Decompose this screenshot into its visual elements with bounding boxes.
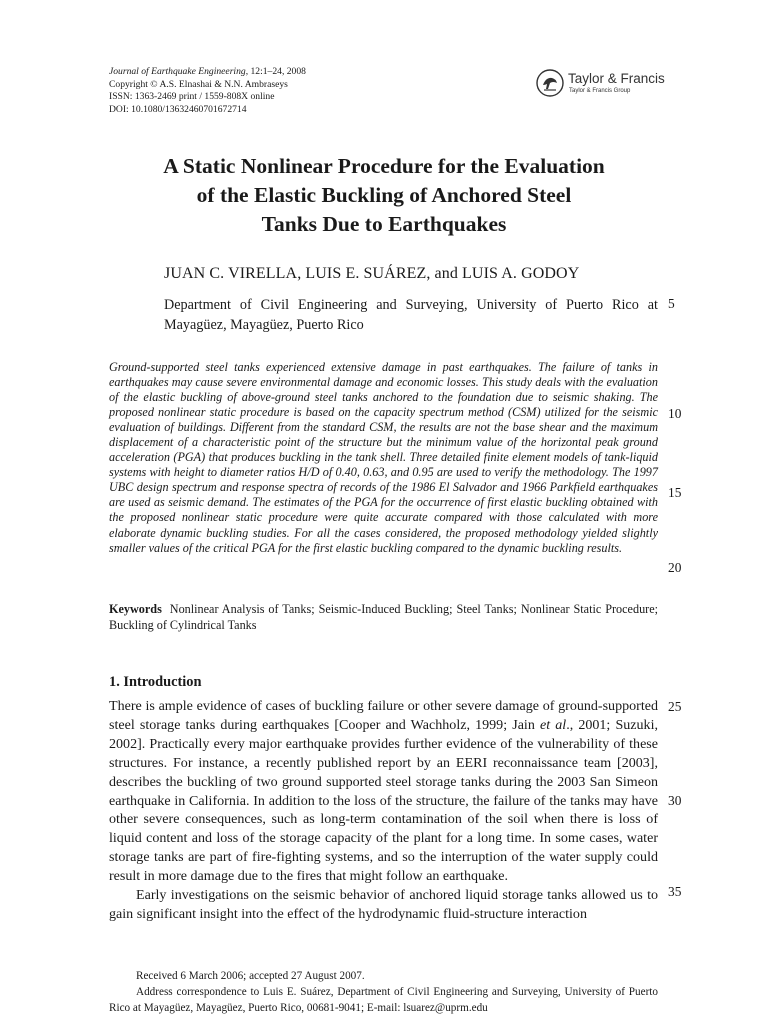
publisher-logo bbox=[535, 68, 665, 100]
copyright-line: Copyright © A.S. Elnashai & N.N. Ambraseys bbox=[109, 78, 288, 90]
intro-paragraph-1 bbox=[109, 697, 658, 886]
affiliation: Department of Civil Engineering and Surveying, University of Puerto Rico at Mayagüez, Mayagüez, Puerto Rico bbox=[164, 297, 658, 333]
article-title bbox=[100, 152, 668, 239]
intro-p1-etal: et al bbox=[539, 716, 567, 733]
issn-line: ISSN: 1363-2469 print / 1559-808X online bbox=[109, 91, 275, 103]
received-date: Received 6 March 2006; accepted 27 August 2007. bbox=[136, 970, 365, 982]
introduction-body bbox=[109, 697, 658, 924]
abstract: Ground-supported steel tanks experienced extensive damage in past earthquakes. The failure of tanks in earthquakes may cause severe environmental damage and economic losses. This study deals with the evaluation of the elastic buckling of above-ground steel tanks anchored to the foundation due to seismic shaking. The proposed nonlinear static procedure is based on the capacity spectrum method (CSM) utilized for the seismic evaluation of buildings. Different from the standard CSM, the results are not the base shear and the maximum displacement of a characteristic point of the structure but the minimum value of the horizontal peak ground acceleration (PGA) that produces buckling in the tank shell. Three detailed finite element models of tank-liquid systems with height to diameter ratios H/D of 0.40, 0.63, and 0.95 are used to verify the methodology. The 1997 UBC design spectrum and response spectra of records of the 1986 El Salvador and 1966 Parkfield earthquakes are used as seismic demand. The estimates of the PGA for the occurrence of first elastic buckling obtained with the proposed nonlinear static procedure were quite accurate compared with those calculated with more elaborate dynamic buckling studies. For all the cases considered, the proposed methodology yielded slightly smaller values of the critical PGA for the first elastic buckling compared to the dynamic buckling results. bbox=[109, 360, 658, 555]
publisher-group: Taylor & Francis Group bbox=[569, 88, 631, 94]
publisher-logo-icon bbox=[535, 68, 565, 98]
title-line-1: A Static Nonlinear Procedure for the Evaluation bbox=[163, 154, 605, 178]
journal-metadata bbox=[109, 66, 306, 116]
title-line-3: Tanks Due to Earthquakes bbox=[261, 212, 507, 236]
intro-p1-text-a: There is ample evidence of cases of buckling failure or other severe damage of ground-supported steel storage tanks during earthquakes [Cooper and Wachholz, 1999; Jain bbox=[109, 698, 658, 733]
line-number: 20 bbox=[668, 560, 682, 575]
intro-p1-text-b: ., 2001; Suzuki, 2002]. Practically every major earthquake provides further evidence of the vulnerability of these structures. For instance, a recently published report by an EERI reconnaissance team [2003], describes the buckling of two ground supported steel storage tanks during the 2003 San Simeon earthquake in California. In addition to the loss of the structure, the failure of the tanks may have other severe consequences, such as long-term contamination of the soil when there is loss of liquid content and loss of the storage capacity of the plant for a long time. In some cases, water storage tanks are part of fire-fighting systems, and so the interruption of the water supply could result in more damage due to the fires that might follow an earthquake. bbox=[109, 716, 658, 885]
line-number: 25 bbox=[668, 699, 682, 714]
doi-line: DOI: 10.1080/13632460701672714 bbox=[109, 103, 247, 115]
line-number: 30 bbox=[668, 793, 682, 808]
keywords bbox=[109, 601, 658, 633]
title-line-2: of the Elastic Buckling of Anchored Steel bbox=[196, 183, 572, 207]
publisher-name: Taylor & Francis bbox=[568, 71, 665, 86]
section-heading: 1. Introduction bbox=[109, 674, 202, 690]
journal-citation: , 12:1–24, 2008 bbox=[245, 66, 306, 77]
line-number: 5 bbox=[668, 296, 675, 311]
footnote bbox=[109, 969, 658, 1016]
keywords-label: Keywords bbox=[109, 602, 162, 616]
journal-name: Journal of Earthquake Engineering bbox=[109, 66, 246, 77]
correspondence-address: Address correspondence to Luis E. Suárez, Department of Civil Engineering and Surveying, University of Puerto Rico at Mayagüez, Mayagüez, Puerto Rico, 00681-9041; E-mail: lsuarez@uprm.edu bbox=[109, 985, 658, 1014]
author-list: JUAN C. VIRELLA, LUIS E. SUÁREZ, and LUIS A. GODOY bbox=[164, 265, 580, 282]
line-number: 35 bbox=[668, 884, 682, 899]
keywords-list: Nonlinear Analysis of Tanks; Seismic-Induced Buckling; Steel Tanks; Nonlinear Static Procedure; Buckling of Cylindrical Tanks bbox=[109, 602, 659, 632]
intro-paragraph-2: Early investigations on the seismic behavior of anchored liquid storage tanks allowed us to gain significant insight into the effect of the hydrodynamic fluid-structure interaction bbox=[109, 887, 658, 922]
line-number: 15 bbox=[668, 485, 682, 500]
line-number: 10 bbox=[668, 406, 682, 421]
